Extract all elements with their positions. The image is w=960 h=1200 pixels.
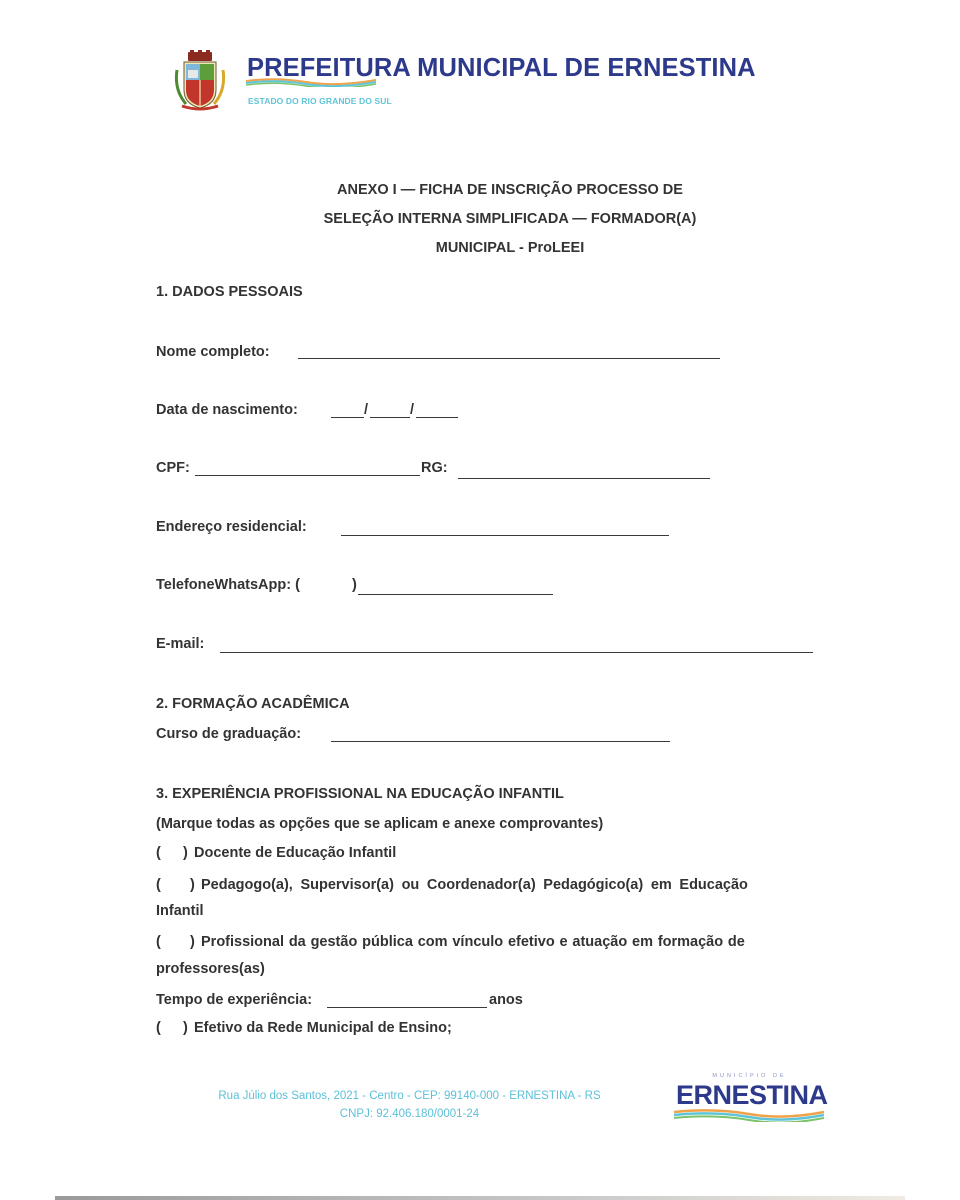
tempo-unit: anos [489, 992, 523, 1008]
footer-address: Rua Júlio dos Santos, 2021 - Centro - CEP: 99140-000 - ERNESTINA - RS [218, 1090, 601, 1102]
checkbox-close[interactable]: ) [190, 877, 195, 893]
section-heading-formacao: 2. FORMAÇÃO ACADÊMICA [156, 696, 350, 712]
nascimento-year-field[interactable] [416, 417, 458, 418]
option-label: Pedagogo(a), Supervisor(a) ou Coordenador(a) Pedagógico(a) em Educação [201, 877, 748, 893]
brand-title: PREFEITURA MUNICIPAL DE ERNESTINA [247, 54, 756, 82]
telefone-paren-close: ) [352, 577, 357, 593]
cpf-field[interactable] [195, 475, 420, 476]
logo-wave-icon [674, 1108, 824, 1122]
checkbox-close[interactable]: ) [190, 934, 195, 950]
brand-wave-icon [246, 77, 376, 87]
document-title-line: ANEXO I — FICHA DE INSCRIÇÃO PROCESSO DE [337, 182, 683, 198]
telefone-field[interactable] [358, 594, 553, 595]
cpf-label: CPF: [156, 460, 190, 476]
document-title-line: MUNICIPAL - ProLEEI [435, 240, 585, 256]
tempo-label: Tempo de experiência: [156, 992, 313, 1008]
nascimento-day-field[interactable] [331, 417, 364, 418]
municipality-logo [672, 1070, 832, 1134]
section-heading-experiencia: 3. EXPERIÊNCIA PROFISSIONAL NA EDUCAÇÃO INFANTIL [156, 786, 564, 802]
date-separator: / [410, 402, 415, 418]
rg-label: RG: [421, 460, 448, 476]
document-title [220, 176, 800, 263]
curso-field[interactable] [331, 741, 670, 742]
document-title-line: SELEÇÃO INTERNA SIMPLIFICADA — FORMADOR(A) [323, 211, 697, 227]
email-label: E-mail: [156, 636, 205, 652]
checkbox-close[interactable]: ) [183, 1020, 188, 1036]
nome-field[interactable] [298, 358, 720, 359]
telefone-label: TelefoneWhatsApp: ( [156, 577, 300, 593]
nome-label: Nome completo: [156, 344, 270, 360]
option-label: Docente de Educação Infantil [194, 845, 397, 861]
email-field[interactable] [220, 652, 813, 653]
footer-cnpj: CNPJ: 92.406.180/0001-24 [339, 1108, 480, 1120]
option-label-continued: Infantil [156, 903, 204, 919]
option-label-continued: professores(as) [156, 961, 265, 977]
option-label: Efetivo da Rede Municipal de Ensino; [194, 1020, 452, 1036]
nascimento-month-field[interactable] [370, 417, 410, 418]
rg-field[interactable] [458, 478, 710, 479]
footer-address-block [172, 1087, 647, 1123]
endereco-label: Endereço residencial: [156, 519, 307, 535]
page-bottom-edge [55, 1196, 905, 1200]
tempo-field[interactable] [327, 1007, 487, 1008]
instruction-text: (Marque todas as opções que se aplicam e anexe comprovantes) [156, 816, 604, 832]
logo-name: ERNESTINA [676, 1080, 828, 1110]
date-separator: / [364, 402, 369, 418]
checkbox-open[interactable]: ( [156, 934, 161, 950]
letterhead [174, 50, 774, 112]
nascimento-label: Data de nascimento: [156, 402, 298, 418]
section-heading-dados-pessoais: 1. DADOS PESSOAIS [156, 284, 303, 300]
checkbox-open[interactable]: ( [156, 1020, 161, 1036]
logo-top-text: MUNICÍPIO DE [712, 1073, 787, 1079]
endereco-field[interactable] [341, 535, 669, 536]
option-label: Profissional da gestão pública com vínculo efetivo e atuação em formação de [201, 934, 745, 950]
checkbox-open[interactable]: ( [156, 877, 161, 893]
curso-label: Curso de graduação: [156, 726, 302, 742]
checkbox-close[interactable]: ) [183, 845, 188, 861]
checkbox-open[interactable]: ( [156, 845, 161, 861]
brand-subtitle: ESTADO DO RIO GRANDE DO SUL [248, 96, 392, 106]
coat-of-arms-icon [174, 50, 226, 112]
